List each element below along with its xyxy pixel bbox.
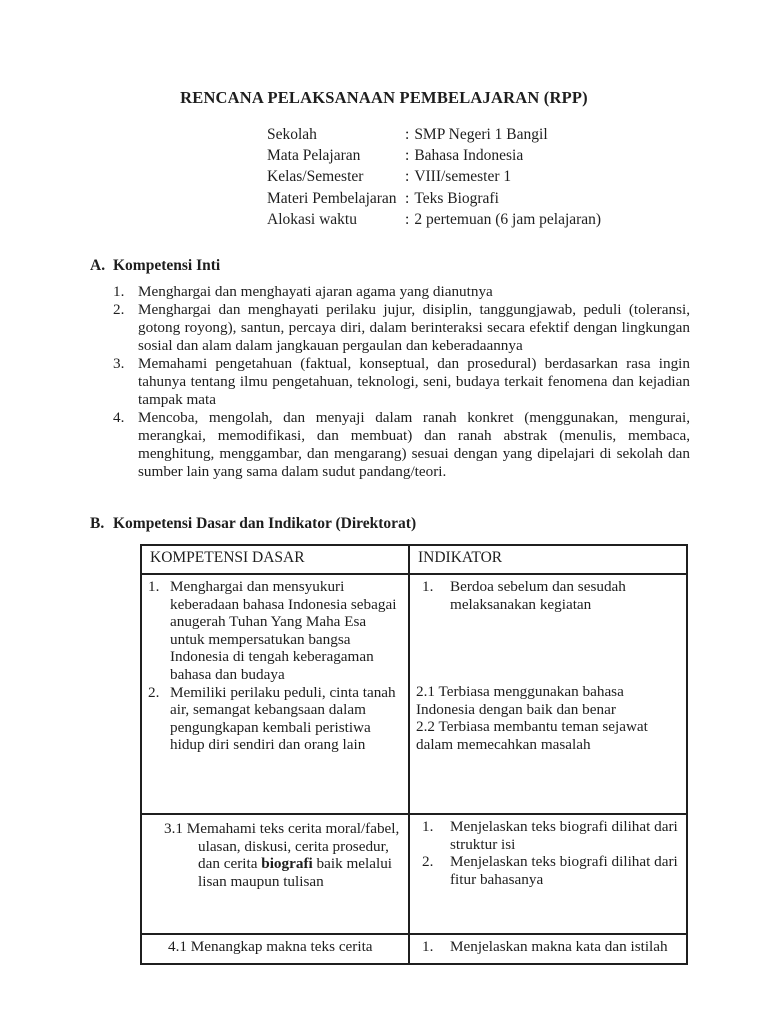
list-item-text: Menghargai dan menghayati perilaku jujur, disiplin, tanggungjawab, peduli (toleransi, gotong royong), santun, percaya diri, dalam berinteraksi secara efektif dengan lingkungan sosial dan alam dalam jangkauan pergaulan dan keberadaannya [138,301,690,355]
list-item [148,684,402,754]
list-item-text: Menjelaskan teks biografi dilihat dari fitur bahasanya [450,853,678,888]
list-item-number: 1. [422,938,434,956]
info-value: SMP Negeri 1 Bangil [414,126,548,143]
info-label: Materi Pembelajaran [267,189,397,207]
kompetensi-dasar-table [140,544,688,965]
list-item-number: 1. [422,578,434,596]
section-b-letter: B. [90,515,105,533]
list-item [90,283,690,301]
list-item-text: Menghargai dan mensyukuri keberadaan bahasa Indonesia sebagai anugerah Tuhan Yang Maha Esa untuk mempersatukan bangsa Indonesia di tengah keberagaman bahasa dan budaya [170,578,397,683]
kd-cell-row3 [141,934,409,964]
info-row-materi [267,188,768,209]
list-item [416,818,680,853]
indikator-cell-row2 [409,814,687,934]
list-item [416,578,680,613]
list-item-number: 1. [113,283,125,301]
list-item-text: Memiliki perilaku peduli, cinta tanah air, semangat kebangsaan dalam pengungkapan kembali peristiwa hidup diri sendiri dan orang lain [170,683,396,754]
info-label: Kelas/Semester [267,168,364,186]
info-row-sekolah [267,124,768,145]
info-value: Teks Biografi [414,189,499,207]
kd-31-text-pre: Memahami teks cerita moral/fabel, ulasan, diskusi, cerita prosedur, dan cerita [182,820,400,873]
list-item: 2.2 Terbiasa membantu teman sejawat dalam memecahkan masalah [416,718,648,753]
info-colon: : [405,168,410,186]
table-header-indikator: INDIKATOR [409,545,687,574]
list-item-text: Berdoa sebelum dan sesudah melaksanakan kegiatan [450,578,626,613]
info-label: Alokasi waktu [267,210,357,228]
kd-31-number: 3.1 [164,820,183,838]
info-colon: : [405,147,410,165]
kd-31-paragraph [148,818,402,890]
list-item-text: Menjelaskan makna kata dan istilah [450,938,668,956]
info-colon: : [405,126,410,143]
info-row-mata-pelajaran [267,145,768,166]
list-item: 2.1 Terbiasa menggunakan bahasa Indonesia dengan baik dan benar [416,683,624,718]
kd-cell-row1 [141,574,409,814]
section-b-heading-text: Kompetensi Dasar dan Indikator (Direktorat) [113,515,417,533]
table-row [141,574,687,814]
list-item [148,578,402,684]
section-b-heading [90,515,768,533]
list-item-number: 1. [422,818,434,836]
list-item-text: Menjelaskan teks biografi dilihat dari struktur isi [450,818,678,853]
table-header-row [141,545,687,574]
section-a-heading-text: Kompetensi Inti [113,257,221,275]
indikator-cell-row3 [409,934,687,964]
indikator-extra-items [416,683,680,753]
list-item [416,853,680,888]
list-item [416,938,680,956]
list-item [90,355,690,409]
table-row [141,934,687,964]
list-item-number: 2. [148,683,160,701]
kd-31-bold-word: biografi [261,855,313,873]
kompetensi-inti-list [90,283,690,481]
section-a-letter: A. [90,257,106,275]
list-item-number: 2. [113,301,125,319]
info-value: Bahasa Indonesia [414,147,524,165]
list-item-text: Mencoba, mengolah, dan menyaji dalam ranah konkret (menggunakan, mengurai, merangkai, memodifikasi, dan membuat) dan ranah abstrak (menulis, membaca, menghitung, menggambar, dan mengarang) sesuai dengan yang dipelajari di sekolah dan sumber lain yang sama dalam sudut pandang/teori. [138,409,690,481]
info-label: Sekolah [267,126,317,143]
info-row-alokasi [267,209,768,230]
list-item [90,409,690,481]
info-value: 2 pertemuan (6 jam pelajaran) [414,210,602,228]
kd-31-text-post: baik melalui lisan maupun tulisan [198,855,393,890]
info-row-kelas-semester [267,166,768,187]
info-value: VIII/semester 1 [414,168,512,186]
list-item-number: 3. [113,355,125,373]
list-item-number: 2. [422,853,434,871]
list-item-number: 1. [148,578,160,596]
info-label: Mata Pelajaran [267,147,361,165]
kd-cell-row2 [141,814,409,934]
table-row [141,814,687,934]
list-item [90,301,690,355]
info-colon: : [405,189,410,207]
section-a-heading [90,257,768,275]
indikator-cell-row1 [409,574,687,814]
info-colon: : [405,210,410,228]
list-item-number: 4. [113,409,125,427]
list-item-text: Memahami pengetahuan (faktual, konseptual, dan prosedural) berdasarkan rasa ingin tahunya tentang ilmu pengetahuan, teknologi, seni, budaya terkait fenomena dan kejadian tampak mata [138,355,690,409]
list-item-text: Menghargai dan menghayati ajaran agama yang dianutnya [138,283,493,301]
table-header-kompetensi-dasar: KOMPETENSI DASAR [141,545,409,574]
kd-41-text: 4.1 Menangkap makna teks cerita [168,938,373,956]
document-title: RENCANA PELAKSANAAN PEMBELAJARAN (RPP) [180,88,588,107]
document-info-block [267,124,768,230]
